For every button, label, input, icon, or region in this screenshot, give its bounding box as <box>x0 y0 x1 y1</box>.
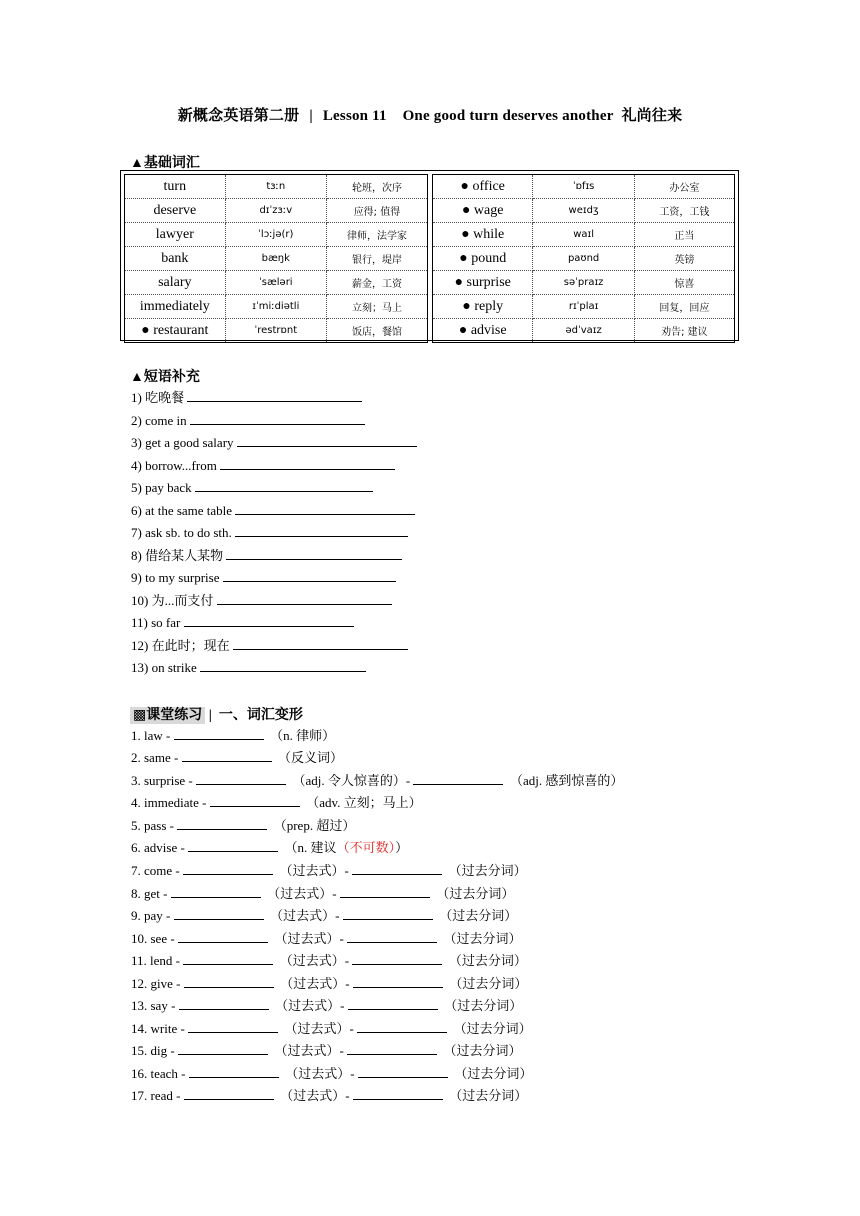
vocab-meaning: 薪金，工资 <box>326 271 427 295</box>
vocab-word: lawyer <box>125 223 226 247</box>
answer-blank[interactable] <box>195 479 373 492</box>
answer-blank[interactable] <box>174 727 264 740</box>
answer-blank[interactable] <box>343 907 433 920</box>
exercise-text: 15. dig - <box>131 1043 178 1058</box>
answer-blank[interactable] <box>217 592 392 605</box>
exercise-text: （过去分词） <box>436 885 515 901</box>
answer-blank[interactable] <box>353 1087 443 1100</box>
phrase-heading: ▲短语补充 <box>130 370 200 385</box>
exercise-text: （过去分词） <box>453 1020 532 1036</box>
exercise-row <box>131 952 527 969</box>
vocab-meaning: 正当 <box>634 223 734 247</box>
exercise-text: （过去式）- <box>280 1088 353 1103</box>
exercise-text: （过去式）- <box>279 953 353 968</box>
answer-blank[interactable] <box>413 772 503 785</box>
exercise-row: 4. immediate - （adv. 立刻；马上） <box>131 795 422 810</box>
vocab-row <box>125 271 428 295</box>
answer-blank[interactable] <box>226 547 402 560</box>
exercise-text: 11. lend - <box>131 953 184 968</box>
exercise-text: 8. get - <box>131 885 171 901</box>
vocab-row <box>125 223 428 247</box>
uncountable-note: （不可数） <box>336 840 396 855</box>
vocab-meaning: 饭店，餐馆 <box>326 319 427 343</box>
exercise-text: （过去式）- <box>274 1043 348 1058</box>
vocab-meaning: 应得; 值得 <box>326 199 427 223</box>
vocab-meaning: 银行，堤岸 <box>326 247 427 271</box>
vocab-meaning: 办公室 <box>634 175 734 199</box>
exercise-text: （过去式）- <box>279 863 353 878</box>
vocab-meaning: 惊喜 <box>634 271 734 295</box>
answer-blank[interactable] <box>174 907 264 920</box>
title-topic: One good turn deserves another <box>402 108 614 124</box>
answer-blank[interactable] <box>200 659 366 672</box>
answer-blank[interactable] <box>177 817 267 830</box>
phrase-item <box>131 569 396 586</box>
answer-blank[interactable] <box>237 434 417 447</box>
vocab-phonetic: rɪˈplaɪ <box>533 295 634 319</box>
exercise-row: 2. same - （反义词） <box>131 750 344 765</box>
phrase-item <box>131 502 415 519</box>
answer-blank[interactable] <box>340 885 430 898</box>
title-cn: 礼尚往来 <box>621 108 683 124</box>
vocab-row <box>433 247 735 271</box>
vocab-row <box>125 295 428 319</box>
answer-blank[interactable] <box>210 794 300 807</box>
answer-blank[interactable] <box>347 1042 437 1055</box>
answer-blank[interactable] <box>178 1042 268 1055</box>
phrase-item <box>131 592 392 609</box>
vocab-meaning: 英镑 <box>634 247 734 271</box>
exercise-row <box>131 1020 532 1037</box>
vocab-row <box>433 175 735 199</box>
vocab-meaning: 轮班，次序 <box>326 175 427 199</box>
practice-heading <box>130 704 303 724</box>
vocab-phonetic: bæŋk <box>225 247 326 271</box>
answer-blank[interactable] <box>196 772 286 785</box>
phrase-text: 6) at the same table <box>131 502 236 518</box>
exercise-row <box>131 930 522 947</box>
phrase-text: 12) 在此时；现在 <box>131 637 233 653</box>
phrase-text: 9) to my surprise <box>131 570 223 585</box>
vocab-word: ● advise <box>433 319 533 343</box>
vocab-word: salary <box>125 271 226 295</box>
exercise-row <box>131 862 527 879</box>
answer-blank[interactable] <box>188 1020 278 1033</box>
answer-blank[interactable] <box>347 930 437 943</box>
phrase-text: 7) ask sb. to do sth. <box>131 525 235 540</box>
answer-blank[interactable] <box>183 862 273 875</box>
vocab-word: turn <box>125 175 226 199</box>
answer-blank[interactable] <box>184 975 274 988</box>
exercise-text: （过去式）- <box>274 930 348 946</box>
vocab-phonetic: səˈpraɪz <box>533 271 634 295</box>
page-title <box>0 104 860 125</box>
vocab-meaning: 立刻；马上 <box>326 295 427 319</box>
phrase-text: 11) so far <box>131 615 184 630</box>
exercise-text: （过去分词） <box>439 908 518 923</box>
answer-blank[interactable] <box>183 952 273 965</box>
answer-blank[interactable] <box>220 457 395 470</box>
phrase-item <box>131 659 366 676</box>
answer-blank[interactable] <box>189 1065 279 1078</box>
answer-blank[interactable] <box>352 952 442 965</box>
exercise-text: （过去式）- <box>280 975 353 991</box>
vocab-phonetic: ˈlɔːjə(r) <box>225 223 326 247</box>
vocab-row <box>125 199 428 223</box>
vocab-phonetic: weɪdʒ <box>533 199 634 223</box>
vocab-word: ● restaurant <box>125 319 226 343</box>
vocab-word: bank <box>125 247 226 271</box>
title-lesson: Lesson 11 <box>322 108 387 124</box>
vocab-word: ● while <box>433 223 533 247</box>
vocab-word: ● wage <box>433 199 533 223</box>
answer-blank[interactable] <box>184 614 354 627</box>
vocab-row <box>433 199 735 223</box>
exercise-row: 6. advise - （n. 建议（不可数）） <box>131 840 409 855</box>
answer-blank[interactable] <box>348 997 438 1010</box>
exercise-text: （过去式）- <box>284 1020 358 1036</box>
practice-label: ▩课堂练习 <box>130 707 205 724</box>
vocab-meaning: 律师，法学家 <box>326 223 427 247</box>
exercise-text: 13. say - <box>131 998 179 1013</box>
vocab-meaning: 工资，工钱 <box>634 199 734 223</box>
vocab-phonetic: dɪˈzɜːv <box>225 199 326 223</box>
exercise-text: （过去式）- <box>267 885 340 901</box>
phrase-text: 5) pay back <box>131 480 195 495</box>
exercise-text: （过去分词） <box>443 1043 522 1058</box>
practice-separator: | <box>208 708 212 723</box>
exercise-text: （过去式）- <box>285 1065 358 1081</box>
answer-blank[interactable] <box>223 569 396 582</box>
answer-blank[interactable] <box>358 1065 448 1078</box>
exercise-row: 5. pass - （prep. 超过） <box>131 818 356 833</box>
answer-blank[interactable] <box>190 412 365 425</box>
phrase-text: 3) get a good salary <box>131 435 237 450</box>
vocab-word: ● pound <box>433 247 533 271</box>
answer-blank[interactable] <box>187 389 362 402</box>
phrase-text: 4) borrow...from <box>131 457 221 473</box>
exercise-row <box>131 885 514 902</box>
answer-blank[interactable] <box>178 930 268 943</box>
exercise-text: （过去分词） <box>444 998 523 1013</box>
phrase-text: 13) on strike <box>131 660 200 675</box>
answer-blank[interactable] <box>184 1087 274 1100</box>
answer-blank[interactable] <box>235 502 415 515</box>
phrase-item <box>131 457 395 474</box>
exercise-text: 12. give - <box>131 975 184 991</box>
answer-blank[interactable] <box>357 1020 447 1033</box>
exercise-text: 7. come - <box>131 863 183 878</box>
vocab-row <box>433 295 735 319</box>
exercise-row <box>131 1065 532 1082</box>
exercise-text: 10. see - <box>131 930 178 946</box>
answer-blank[interactable] <box>188 839 278 852</box>
phrase-item <box>131 547 402 564</box>
exercise-text: 17. read - <box>131 1088 184 1103</box>
vocab-row <box>125 319 428 343</box>
phrase-text: 1) 吃晚餐 <box>131 390 188 405</box>
practice-title: 一、词汇变形 <box>218 708 303 723</box>
phrase-item <box>131 389 362 406</box>
exercise-text: （过去式）- <box>275 998 348 1013</box>
exercise-text: （过去分词） <box>449 975 528 991</box>
exercise-text: （过去分词） <box>454 1065 533 1081</box>
answer-blank[interactable] <box>235 524 408 537</box>
exercise-text: （过去分词） <box>448 863 527 878</box>
vocab-phonetic: ədˈvaɪz <box>533 319 634 343</box>
vocab-table-right <box>432 174 735 343</box>
vocab-row <box>125 175 428 199</box>
exercise-text: 14. write - <box>131 1020 189 1036</box>
exercise-text: （过去分词） <box>443 930 522 946</box>
phrase-item <box>131 434 417 451</box>
phrase-item <box>131 637 408 654</box>
vocab-word: ● reply <box>433 295 533 319</box>
exercise-row: 3. surprise - （adj. 令人惊喜的）- （adj. 感到惊喜的） <box>131 773 624 788</box>
answer-blank[interactable] <box>233 637 408 650</box>
answer-blank[interactable] <box>352 862 442 875</box>
vocab-meaning: 劝告; 建议 <box>634 319 734 343</box>
exercise-row <box>131 997 522 1014</box>
exercise-text: （过去分词） <box>449 1088 528 1103</box>
phrase-text: 10) 为...而支付 <box>131 592 217 608</box>
vocab-phonetic: tɜːn <box>225 175 326 199</box>
vocab-row <box>433 271 735 295</box>
title-separator: | <box>309 108 313 124</box>
vocab-table-left <box>124 174 428 343</box>
vocab-phonetic: ˈɒfɪs <box>533 175 634 199</box>
vocab-phonetic: paʊnd <box>533 247 634 271</box>
exercise-text: （过去式）- <box>270 908 343 923</box>
vocab-row <box>125 247 428 271</box>
title-book: 新概念英语第二册 <box>177 108 300 124</box>
vocab-word: ● surprise <box>433 271 533 295</box>
answer-blank[interactable] <box>171 885 261 898</box>
vocab-phonetic: waɪl <box>533 223 634 247</box>
vocab-word: deserve <box>125 199 226 223</box>
vocab-word: ● office <box>433 175 533 199</box>
answer-blank[interactable] <box>179 997 269 1010</box>
phrase-item <box>131 524 408 541</box>
phrase-item <box>131 614 354 631</box>
exercise-row <box>131 1087 527 1104</box>
exercise-text: 16. teach - <box>131 1065 189 1081</box>
vocab-row <box>433 319 735 343</box>
phrase-item <box>131 479 373 496</box>
phrase-text: 2) come in <box>131 412 190 428</box>
answer-blank[interactable] <box>182 749 272 762</box>
vocab-phonetic: ˈsæləri <box>225 271 326 295</box>
vocab-heading: ▲基础词汇 <box>130 156 200 171</box>
vocab-phonetic: ɪˈmiːdiətli <box>225 295 326 319</box>
exercise-row <box>131 1042 522 1059</box>
exercise-text: （过去分词） <box>448 953 527 968</box>
answer-blank[interactable] <box>353 975 443 988</box>
exercise-row: 1. law - （n. 律师） <box>131 728 336 743</box>
vocab-table <box>120 170 739 341</box>
exercise-text: 9. pay - <box>131 908 174 923</box>
phrase-item <box>131 412 365 429</box>
exercise-row <box>131 975 527 992</box>
exercise-row <box>131 907 517 924</box>
vocab-row <box>433 223 735 247</box>
phrase-text: 8) 借给某人某物 <box>131 547 227 563</box>
vocab-meaning: 回复，回应 <box>634 295 734 319</box>
vocab-word: immediately <box>125 295 226 319</box>
vocab-phonetic: ˈrestrɒnt <box>225 319 326 343</box>
